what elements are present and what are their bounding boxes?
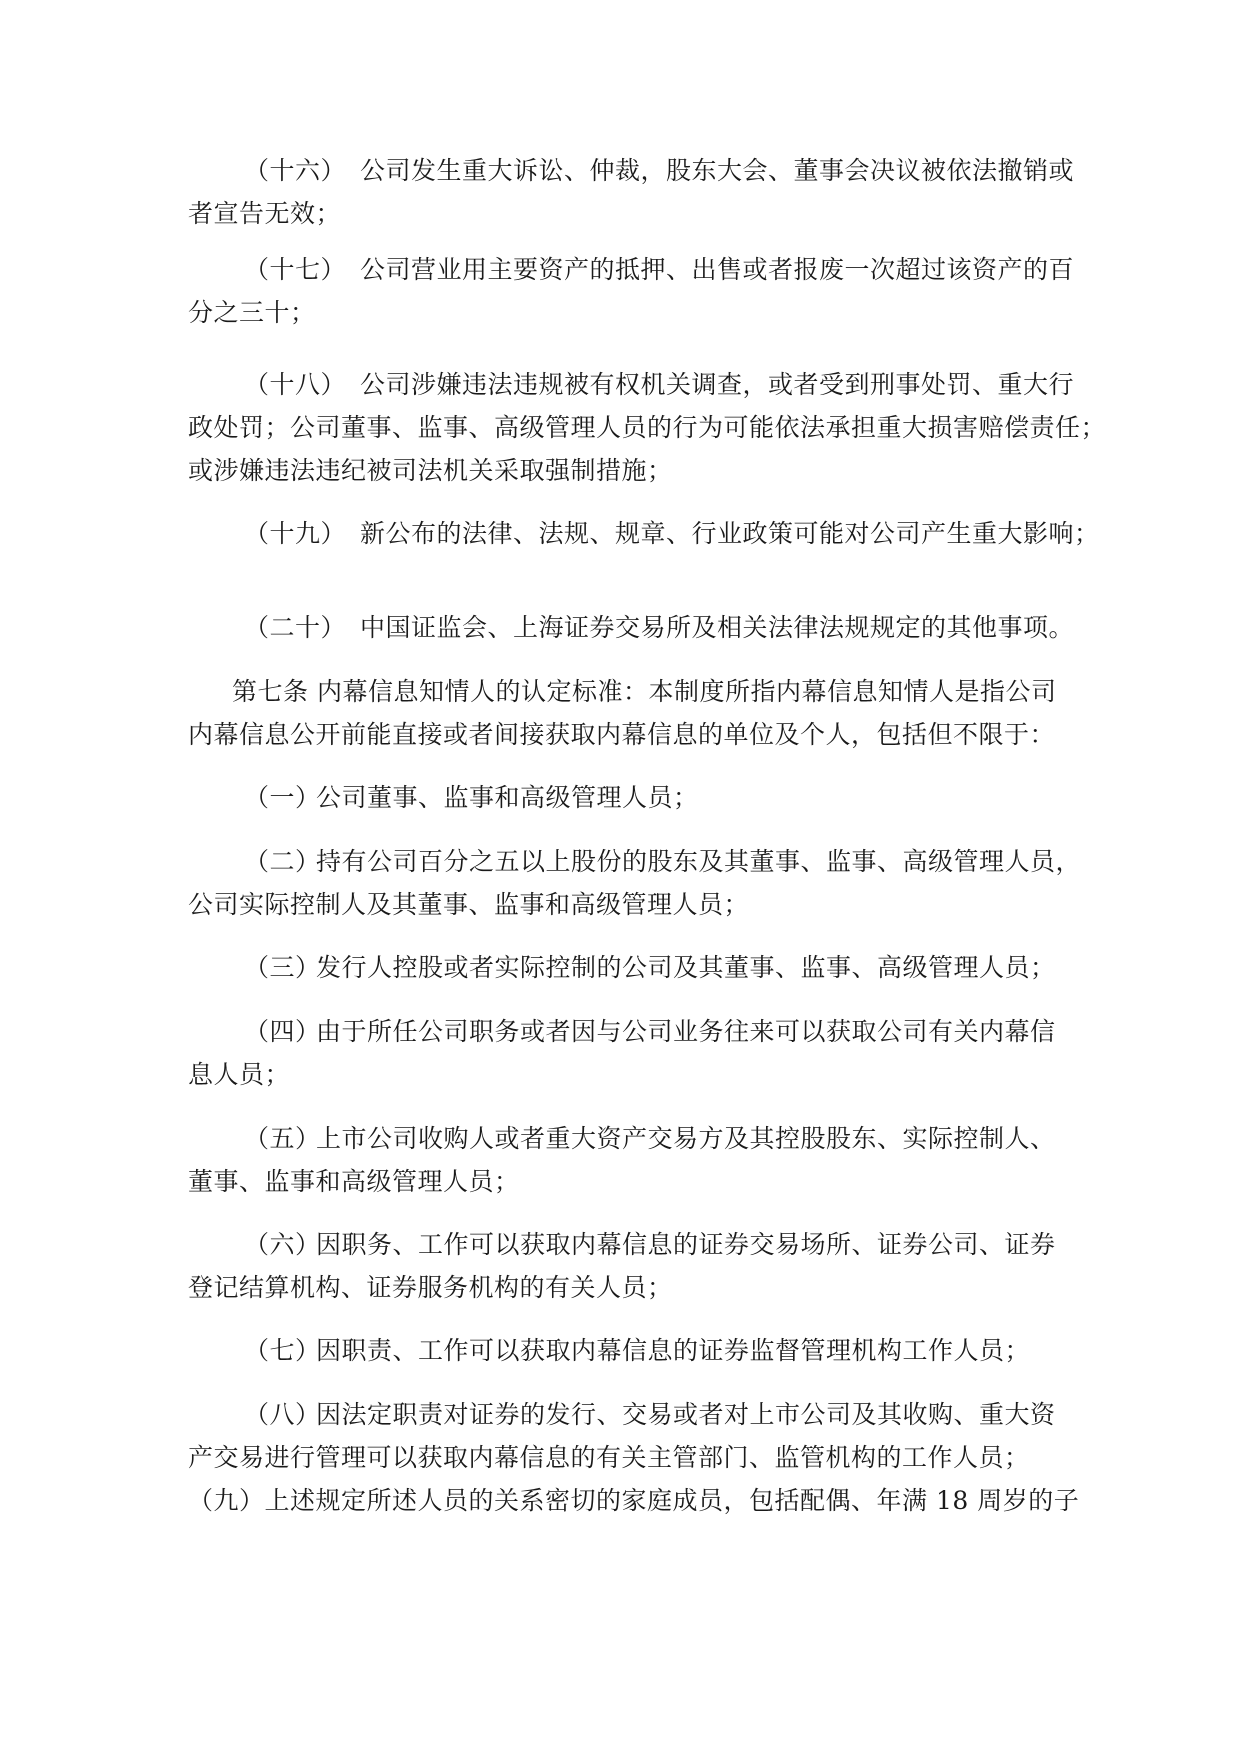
item-2-line2: 公司实际控制人及其董事、监事和高级管理人员； — [188, 890, 750, 919]
item-5-line1 — [244, 1124, 1056, 1154]
item-6-text: 因职务、工作可以获取内幕信息的证券交易场所、证券公司、证券 — [316, 1230, 1056, 1259]
item-8-line1 — [244, 1400, 1056, 1430]
item-9-line1 — [188, 1486, 1079, 1516]
item-4-text: 由于所任公司职务或者因与公司业务往来可以获取公司有关内幕信 — [316, 1017, 1056, 1046]
article-7-line1: 第七条 内幕信息知情人的认定标准：本制度所指内幕信息知情人是指公司 — [232, 677, 1057, 706]
item-18-line3: 或涉嫌违法违纪被司法机关采取强制措施； — [188, 456, 673, 485]
item-5-label: （五） — [244, 1124, 321, 1153]
item-19-line1 — [244, 519, 1100, 549]
item-16-text: 公司发生重大诉讼、仲裁，股东大会、董事会决议被依法撤销或 — [360, 156, 1075, 185]
item-16-line1 — [244, 156, 1074, 186]
item-3-text: 发行人控股或者实际控制的公司及其董事、监事、高级管理人员； — [316, 953, 1056, 982]
item-5-text: 上市公司收购人或者重大资产交易方及其控股股东、实际控制人、 — [316, 1124, 1056, 1153]
item-20-text: 中国证监会、上海证券交易所及相关法律法规规定的其他事项。 — [360, 613, 1075, 642]
item-7-line1 — [244, 1336, 1030, 1366]
item-6-line1 — [244, 1230, 1056, 1260]
item-16-label: （十六） — [244, 156, 347, 185]
item-18-line1 — [244, 370, 1074, 400]
item-1-label: （一） — [244, 783, 321, 812]
item-2-line1 — [244, 847, 1081, 877]
item-3-line1 — [244, 953, 1056, 983]
item-17-line2: 分之三十； — [188, 298, 316, 327]
item-1-line1 — [244, 783, 699, 813]
item-18-line2: 政处罚；公司董事、监事、高级管理人员的行为可能依法承担重大损害赔偿责任； — [188, 413, 1107, 442]
item-9-text: 上述规定所述人员的关系密切的家庭成员，包括配偶、年满 18 周岁的子 — [264, 1486, 1080, 1515]
item-4-line2: 息人员； — [188, 1060, 291, 1089]
item-8-text: 因法定职责对证券的发行、交易或者对上市公司及其收购、重大资 — [316, 1400, 1056, 1429]
item-19-label: （十九） — [244, 519, 347, 548]
item-2-label: （二） — [244, 847, 321, 876]
item-17-line1 — [244, 255, 1074, 285]
item-8-label: （八） — [244, 1400, 321, 1429]
item-6-label: （六） — [244, 1230, 321, 1259]
item-18-label: （十八） — [244, 370, 347, 399]
article-7-line2: 内幕信息公开前能直接或者间接获取内幕信息的单位及个人，包括但不限于： — [188, 720, 1056, 749]
item-1-text: 公司董事、监事和高级管理人员； — [316, 783, 699, 812]
item-4-line1 — [244, 1017, 1056, 1047]
item-9-label: （九） — [188, 1486, 265, 1515]
item-2-text: 持有公司百分之五以上股份的股东及其董事、监事、高级管理人员， — [316, 847, 1082, 876]
item-19-text: 新公布的法律、法规、规章、行业政策可能对公司产生重大影响； — [360, 519, 1100, 548]
item-8-line2: 产交易进行管理可以获取内幕信息的有关主管部门、监管机构的工作人员； — [188, 1443, 1030, 1472]
item-7-label: （七） — [244, 1336, 321, 1365]
item-17-label: （十七） — [244, 255, 347, 284]
item-17-text: 公司营业用主要资产的抵押、出售或者报废一次超过该资产的百 — [360, 255, 1075, 284]
item-7-text: 因职责、工作可以获取内幕信息的证券监督管理机构工作人员； — [316, 1336, 1031, 1365]
item-20-label: （二十） — [244, 613, 347, 642]
item-3-label: （三） — [244, 953, 321, 982]
item-4-label: （四） — [244, 1017, 321, 1046]
item-18-text: 公司涉嫌违法违规被有权机关调查，或者受到刑事处罚、重大行 — [360, 370, 1075, 399]
item-6-line2: 登记结算机构、证券服务机构的有关人员； — [188, 1273, 673, 1302]
item-16-line2: 者宣告无效； — [188, 199, 342, 228]
item-20-line1 — [244, 613, 1074, 643]
item-5-line2: 董事、监事和高级管理人员； — [188, 1167, 520, 1196]
